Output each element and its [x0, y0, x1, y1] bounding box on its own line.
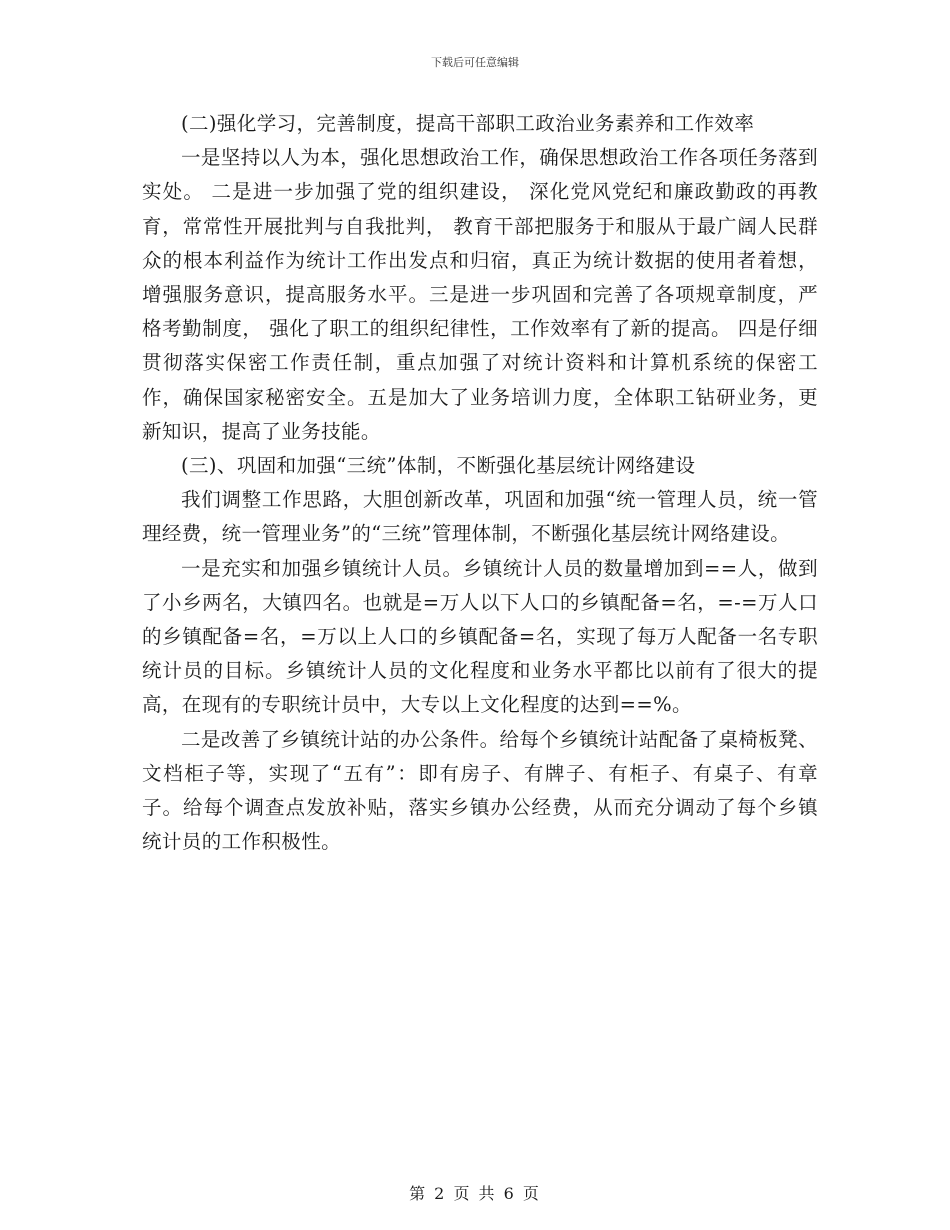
section-heading-3: (三)、巩固和加强“三统”体制，不断强化基层统计网络建设 [181, 454, 696, 478]
paragraph-township-staff: 一是充实和加强乡镇统计人员。乡镇统计人员的数量增加到==人，做到了小乡两名，大镇四名。也就是=万人以下人口的乡镇配备=名，=-=万人口的乡镇配备=名，=万以上人口的乡镇配备=名，实现了每万人配备一名专职统计员的目标。乡镇统计人员的文化程度和业务水平都比以前有了很大的提高，在现有的专职统计员中，大专以上文化程度的达到==%。 [142, 556, 818, 717]
paragraph-political-work: 一是坚持以人为本，强化思想政治工作，确保思想政治工作各项任务落到实处。 二是进一步加强了党的组织建设， 深化党风党纪和廉政勤政的再教育，常常性开展批判与自我批判， 教育干部把服务于和服从于最广阔人民群众的根本利益作为统计工作出发点和归宿，真正为统计数据的使用者着想，增强服务意识，提高服务水平。三是进一步巩固和完善了各项规章制度，严格考勤制度， 强化了职工的组织纪律性，工作效率有了新的提高。 四是仔细贯彻落实保密工作责任制，重点加强了对统计资料和计算机系统的保密工作，确保国家秘密安全。五是加大了业务培训力度，全体职工钻研业务，更新知识，提高了业务技能。 [142, 146, 818, 443]
page-header: 下载后可任意编辑 [431, 56, 519, 69]
paragraph-three-unified: 我们调整工作思路，大胆创新改革，巩固和加强“统一管理人员，统一管理经费，统一管理业务”的“三统”管理体制，不断强化基层统计网络建设。 [142, 488, 818, 546]
paragraph-office-conditions: 二是改善了乡镇统计站的办公条件。给每个乡镇统计站配备了桌椅板凳、文档柜子等，实现了“五有”：即有房子、有牌子、有柜子、有桌子、有章子。给每个调查点发放补贴，落实乡镇办公经费，从而充分调动了每个乡镇统计员的工作积极性。 [142, 727, 818, 854]
document-body [142, 107, 818, 859]
page-number: 第 2 页 共 6 页 [409, 1184, 541, 1203]
section-heading-2: (二)强化学习，完善制度，提高干部职工政治业务素养和工作效率 [181, 112, 755, 135]
